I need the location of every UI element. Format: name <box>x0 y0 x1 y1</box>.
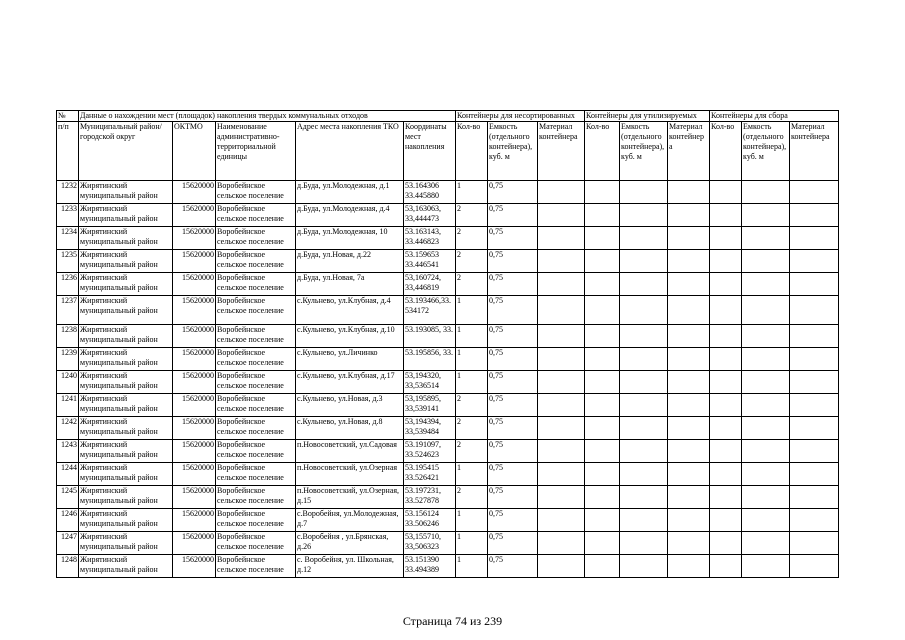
row-capacity: 0,75 <box>488 509 538 532</box>
row-capacity-3 <box>742 227 790 250</box>
header-group-collect: Контейнеры для сбора <box>710 111 839 122</box>
row-district: Жирятинский муниципальный район <box>79 394 173 417</box>
row-count-2 <box>585 394 620 417</box>
row-count: 1 <box>456 509 488 532</box>
row-unit: Воробейнское сельское поселение <box>216 371 296 394</box>
row-material-2 <box>668 296 710 325</box>
row-capacity-2 <box>620 348 668 371</box>
row-material-2 <box>668 509 710 532</box>
row-material-3 <box>790 296 839 325</box>
row-oktmo: 15620000 <box>173 532 216 555</box>
row-address: д.Буда, ул.Новая, 7а <box>296 273 404 296</box>
row-material <box>538 296 585 325</box>
header-count-3: Кол-во <box>710 122 742 181</box>
row-material <box>538 555 585 578</box>
row-number: 1238 <box>57 325 79 348</box>
row-address: с.Воробейня , ул.Брянская, д.26 <box>296 532 404 555</box>
row-unit: Воробейнское сельское поселение <box>216 509 296 532</box>
row-coords: 53,194320, 33,536514 <box>404 371 456 394</box>
table-row <box>57 348 839 371</box>
row-capacity: 0,75 <box>488 394 538 417</box>
row-count-3 <box>710 394 742 417</box>
row-oktmo: 15620000 <box>173 250 216 273</box>
row-count-3 <box>710 181 742 204</box>
table-row <box>57 394 839 417</box>
row-number: 1246 <box>57 509 79 532</box>
row-material-3 <box>790 348 839 371</box>
row-material <box>538 463 585 486</box>
row-capacity-3 <box>742 486 790 509</box>
row-coords: 53.164306 33.445880 <box>404 181 456 204</box>
row-unit: Воробейнское сельское поселение <box>216 273 296 296</box>
row-oktmo: 15620000 <box>173 325 216 348</box>
row-capacity: 0,75 <box>488 325 538 348</box>
table-row <box>57 273 839 296</box>
row-count: 2 <box>456 394 488 417</box>
row-capacity: 0,75 <box>488 532 538 555</box>
row-number: 1245 <box>57 486 79 509</box>
row-material-2 <box>668 555 710 578</box>
row-district: Жирятинский муниципальный район <box>79 509 173 532</box>
row-capacity-2 <box>620 273 668 296</box>
row-count-2 <box>585 348 620 371</box>
row-capacity-3 <box>742 348 790 371</box>
row-district: Жирятинский муниципальный район <box>79 227 173 250</box>
row-count-2 <box>585 227 620 250</box>
row-count: 1 <box>456 463 488 486</box>
row-capacity: 0,75 <box>488 555 538 578</box>
row-address: д.Буда, ул.Новая, д.22 <box>296 250 404 273</box>
row-material-3 <box>790 371 839 394</box>
row-capacity-3 <box>742 181 790 204</box>
row-count-3 <box>710 273 742 296</box>
row-count-3 <box>710 204 742 227</box>
row-coords: 53,163063, 33,444473 <box>404 204 456 227</box>
row-capacity: 0,75 <box>488 371 538 394</box>
row-material-3 <box>790 417 839 440</box>
row-material-2 <box>668 325 710 348</box>
row-district: Жирятинский муниципальный район <box>79 532 173 555</box>
table-row <box>57 440 839 463</box>
row-material-3 <box>790 555 839 578</box>
table-row <box>57 181 839 204</box>
table-row <box>57 463 839 486</box>
row-material <box>538 273 585 296</box>
row-count: 1 <box>456 532 488 555</box>
row-count-3 <box>710 296 742 325</box>
row-capacity-3 <box>742 532 790 555</box>
row-address: п.Новосоветский, ул.Озерная <box>296 463 404 486</box>
row-capacity-3 <box>742 325 790 348</box>
table-row <box>57 509 839 532</box>
row-oktmo: 15620000 <box>173 227 216 250</box>
header-unit: Наименование административно-территориальной единицы <box>216 122 296 181</box>
row-count-2 <box>585 181 620 204</box>
row-address: д.Буда, ул.Молодежная, д.1 <box>296 181 404 204</box>
row-capacity-3 <box>742 509 790 532</box>
row-oktmo: 15620000 <box>173 204 216 227</box>
row-material-2 <box>668 440 710 463</box>
row-count-3 <box>710 463 742 486</box>
row-count-2 <box>585 440 620 463</box>
header-oktmo: ОКТМО <box>173 122 216 181</box>
row-capacity-2 <box>620 181 668 204</box>
row-count-3 <box>710 371 742 394</box>
row-capacity: 0,75 <box>488 417 538 440</box>
row-material <box>538 250 585 273</box>
row-material-3 <box>790 273 839 296</box>
row-capacity-2 <box>620 227 668 250</box>
row-district: Жирятинский муниципальный район <box>79 486 173 509</box>
row-address: с.Кульнево, ул.Личинко <box>296 348 404 371</box>
row-capacity-3 <box>742 371 790 394</box>
row-material-2 <box>668 273 710 296</box>
row-number: 1241 <box>57 394 79 417</box>
row-count: 1 <box>456 371 488 394</box>
row-count-2 <box>585 250 620 273</box>
row-number: 1234 <box>57 227 79 250</box>
row-coords: 53.193466,33. 534172 <box>404 296 456 325</box>
table-row <box>57 555 839 578</box>
row-count-3 <box>710 250 742 273</box>
row-count-3 <box>710 417 742 440</box>
row-material <box>538 227 585 250</box>
row-capacity-2 <box>620 325 668 348</box>
row-address: с.Кульнево, ул.Клубная, д.10 <box>296 325 404 348</box>
row-material <box>538 509 585 532</box>
row-count-2 <box>585 273 620 296</box>
row-material <box>538 204 585 227</box>
row-count: 2 <box>456 227 488 250</box>
row-capacity-2 <box>620 417 668 440</box>
row-district: Жирятинский муниципальный район <box>79 417 173 440</box>
table-row <box>57 532 839 555</box>
row-coords: 53,160724, 33,446819 <box>404 273 456 296</box>
row-coords: 53,195895, 33,539141 <box>404 394 456 417</box>
row-oktmo: 15620000 <box>173 371 216 394</box>
header-group-unsorted: Контейнеры для несортированных <box>456 111 585 122</box>
row-oktmo: 15620000 <box>173 417 216 440</box>
row-unit: Воробейнское сельское поселение <box>216 296 296 325</box>
row-material-3 <box>790 509 839 532</box>
row-material-3 <box>790 463 839 486</box>
row-count-2 <box>585 325 620 348</box>
row-count-2 <box>585 555 620 578</box>
row-unit: Воробейнское сельское поселение <box>216 348 296 371</box>
row-material-2 <box>668 371 710 394</box>
row-capacity-2 <box>620 204 668 227</box>
row-unit: Воробейнское сельское поселение <box>216 486 296 509</box>
page-number: Страница 74 из 239 <box>402 614 503 628</box>
row-district: Жирятинский муниципальный район <box>79 555 173 578</box>
row-count-2 <box>585 204 620 227</box>
row-material-2 <box>668 204 710 227</box>
row-capacity: 0,75 <box>488 463 538 486</box>
row-capacity-3 <box>742 250 790 273</box>
row-capacity-3 <box>742 273 790 296</box>
row-number: 1235 <box>57 250 79 273</box>
row-oktmo: 15620000 <box>173 509 216 532</box>
row-count-3 <box>710 532 742 555</box>
row-material-2 <box>668 463 710 486</box>
row-capacity-3 <box>742 417 790 440</box>
row-address: п.Новосоветский, ул.Садовая <box>296 440 404 463</box>
header-capacity-3: Емкость (отдельного контейнера), куб. м <box>742 122 790 181</box>
row-capacity-3 <box>742 204 790 227</box>
header-material-2: Материал контейнер а <box>668 122 710 181</box>
row-district: Жирятинский муниципальный район <box>79 371 173 394</box>
row-coords: 53.195856, 33. <box>404 348 456 371</box>
row-district: Жирятинский муниципальный район <box>79 348 173 371</box>
row-capacity-2 <box>620 509 668 532</box>
row-material <box>538 181 585 204</box>
row-district: Жирятинский муниципальный район <box>79 204 173 227</box>
header-count: Кол-во <box>456 122 488 181</box>
row-capacity-2 <box>620 486 668 509</box>
row-count-2 <box>585 463 620 486</box>
row-capacity-2 <box>620 394 668 417</box>
row-material-2 <box>668 250 710 273</box>
row-capacity: 0,75 <box>488 181 538 204</box>
table-row <box>57 486 839 509</box>
header-row-columns <box>57 122 839 181</box>
row-oktmo: 15620000 <box>173 296 216 325</box>
row-oktmo: 15620000 <box>173 394 216 417</box>
row-capacity: 0,75 <box>488 250 538 273</box>
row-address: д.Буда, ул.Молодежная, 10 <box>296 227 404 250</box>
row-material-2 <box>668 181 710 204</box>
table-row <box>57 204 839 227</box>
header-district: Муниципальный район/городской округ <box>79 122 173 181</box>
row-number: 1236 <box>57 273 79 296</box>
header-count-2: Кол-во <box>585 122 620 181</box>
row-count: 2 <box>456 273 488 296</box>
row-unit: Воробейнское сельское поселение <box>216 250 296 273</box>
table-row <box>57 371 839 394</box>
row-address: с.Кульнево, ул.Клубная, д.17 <box>296 371 404 394</box>
row-oktmo: 15620000 <box>173 181 216 204</box>
row-count: 2 <box>456 204 488 227</box>
row-number: 1240 <box>57 371 79 394</box>
header-address: Адрес места накопления ТКО <box>296 122 404 181</box>
row-material-2 <box>668 227 710 250</box>
header-material-3: Материал контейнера <box>790 122 839 181</box>
header-capacity: Емкость (отдельного контейнера), куб. м <box>488 122 538 181</box>
row-material <box>538 532 585 555</box>
header-capacity-2: Емкость (отдельного контейнера), куб. м <box>620 122 668 181</box>
row-address: с.Кульнево, ул.Клубная, д.4 <box>296 296 404 325</box>
row-district: Жирятинский муниципальный район <box>79 463 173 486</box>
row-count-2 <box>585 486 620 509</box>
row-count: 2 <box>456 417 488 440</box>
row-material-2 <box>668 486 710 509</box>
row-count-3 <box>710 440 742 463</box>
row-material-2 <box>668 532 710 555</box>
table-row <box>57 227 839 250</box>
row-count: 1 <box>456 348 488 371</box>
row-material-2 <box>668 348 710 371</box>
row-capacity-3 <box>742 463 790 486</box>
row-material-3 <box>790 227 839 250</box>
row-material-3 <box>790 440 839 463</box>
row-coords: 53.159653 33.446541 <box>404 250 456 273</box>
row-material <box>538 486 585 509</box>
row-unit: Воробейнское сельское поселение <box>216 227 296 250</box>
row-count: 1 <box>456 296 488 325</box>
row-capacity: 0,75 <box>488 486 538 509</box>
row-capacity: 0,75 <box>488 273 538 296</box>
row-count-3 <box>710 486 742 509</box>
row-address: п.Новосоветский, ул.Озерная, д.15 <box>296 486 404 509</box>
row-count: 1 <box>456 181 488 204</box>
row-address: с. Воробейня, ул. Школьная, д.12 <box>296 555 404 578</box>
header-row-groups <box>57 111 839 122</box>
row-coords: 53.197231, 33.527878 <box>404 486 456 509</box>
row-address: с.Воробейня, ул.Молодежная, д.7 <box>296 509 404 532</box>
row-coords: 53.195415 33.526421 <box>404 463 456 486</box>
table-row <box>57 296 839 325</box>
row-oktmo: 15620000 <box>173 440 216 463</box>
row-district: Жирятинский муниципальный район <box>79 325 173 348</box>
row-count-2 <box>585 509 620 532</box>
row-unit: Воробейнское сельское поселение <box>216 417 296 440</box>
row-address: с.Кульнево, ул.Новая, д.8 <box>296 417 404 440</box>
row-material-2 <box>668 417 710 440</box>
row-coords: 53,155710, 33,506323 <box>404 532 456 555</box>
row-capacity: 0,75 <box>488 227 538 250</box>
header-group-main: Данные о нахождении мест (площадок) накопления твердых коммунальных отходов <box>79 111 456 122</box>
row-capacity: 0,75 <box>488 296 538 325</box>
row-number: 1248 <box>57 555 79 578</box>
row-number: 1247 <box>57 532 79 555</box>
row-count-2 <box>585 296 620 325</box>
row-count-2 <box>585 532 620 555</box>
row-material-3 <box>790 250 839 273</box>
row-address: с.Кульнево, ул.Новая, д.3 <box>296 394 404 417</box>
table-row <box>57 325 839 348</box>
row-capacity: 0,75 <box>488 440 538 463</box>
row-capacity-2 <box>620 250 668 273</box>
row-oktmo: 15620000 <box>173 463 216 486</box>
row-material-3 <box>790 204 839 227</box>
row-material <box>538 394 585 417</box>
row-material-2 <box>668 394 710 417</box>
row-coords: 53.156124 33.506246 <box>404 509 456 532</box>
row-count: 1 <box>456 555 488 578</box>
row-number: 1239 <box>57 348 79 371</box>
row-capacity-3 <box>742 394 790 417</box>
header-no: № <box>57 111 79 122</box>
row-count-3 <box>710 555 742 578</box>
row-material-3 <box>790 394 839 417</box>
row-district: Жирятинский муниципальный район <box>79 181 173 204</box>
row-coords: 53.191097, 33.524623 <box>404 440 456 463</box>
row-count-3 <box>710 348 742 371</box>
row-material-3 <box>790 486 839 509</box>
row-count-3 <box>710 227 742 250</box>
row-material-3 <box>790 532 839 555</box>
row-count: 1 <box>456 325 488 348</box>
row-number: 1237 <box>57 296 79 325</box>
row-number: 1233 <box>57 204 79 227</box>
row-count-2 <box>585 417 620 440</box>
row-unit: Воробейнское сельское поселение <box>216 532 296 555</box>
row-unit: Воробейнское сельское поселение <box>216 440 296 463</box>
row-unit: Воробейнское сельское поселение <box>216 394 296 417</box>
row-oktmo: 15620000 <box>173 486 216 509</box>
row-capacity: 0,75 <box>488 204 538 227</box>
row-oktmo: 15620000 <box>173 348 216 371</box>
row-material <box>538 325 585 348</box>
row-count: 2 <box>456 440 488 463</box>
row-material-3 <box>790 325 839 348</box>
row-unit: Воробейнское сельское поселение <box>216 555 296 578</box>
row-district: Жирятинский муниципальный район <box>79 250 173 273</box>
header-group-recycle: Контейнеры для утилизируемых <box>585 111 710 122</box>
row-coords: 53.193085, 33. <box>404 325 456 348</box>
row-district: Жирятинский муниципальный район <box>79 296 173 325</box>
row-count-3 <box>710 325 742 348</box>
row-number: 1232 <box>57 181 79 204</box>
row-material <box>538 371 585 394</box>
row-capacity-2 <box>620 440 668 463</box>
row-oktmo: 15620000 <box>173 273 216 296</box>
header-pp: п/п <box>57 122 79 181</box>
row-coords: 53.163143, 33.446823 <box>404 227 456 250</box>
row-number: 1244 <box>57 463 79 486</box>
row-district: Жирятинский муниципальный район <box>79 440 173 463</box>
row-unit: Воробейнское сельское поселение <box>216 325 296 348</box>
row-material <box>538 348 585 371</box>
row-number: 1242 <box>57 417 79 440</box>
row-capacity: 0,75 <box>488 348 538 371</box>
header-coords: Координаты мест накопления <box>404 122 456 181</box>
row-count-2 <box>585 371 620 394</box>
row-material <box>538 440 585 463</box>
row-unit: Воробейнское сельское поселение <box>216 463 296 486</box>
row-count: 2 <box>456 250 488 273</box>
table-row <box>57 250 839 273</box>
row-capacity-2 <box>620 532 668 555</box>
row-capacity-2 <box>620 555 668 578</box>
row-capacity-3 <box>742 440 790 463</box>
row-number: 1243 <box>57 440 79 463</box>
row-material-3 <box>790 181 839 204</box>
row-coords: 53,194394, 33,539484 <box>404 417 456 440</box>
row-unit: Воробейнское сельское поселение <box>216 181 296 204</box>
row-capacity-3 <box>742 555 790 578</box>
row-capacity-2 <box>620 371 668 394</box>
row-count: 2 <box>456 486 488 509</box>
row-coords: 53.151390 33.494389 <box>404 555 456 578</box>
row-capacity-2 <box>620 463 668 486</box>
row-unit: Воробейнское сельское поселение <box>216 204 296 227</box>
row-address: д.Буда, ул.Молодежная, д.4 <box>296 204 404 227</box>
table-row <box>57 417 839 440</box>
row-district: Жирятинский муниципальный район <box>79 273 173 296</box>
row-oktmo: 15620000 <box>173 555 216 578</box>
row-capacity-2 <box>620 296 668 325</box>
row-material <box>538 417 585 440</box>
header-material: Материал контейнера <box>538 122 585 181</box>
row-capacity-3 <box>742 296 790 325</box>
row-count-3 <box>710 509 742 532</box>
waste-sites-table <box>56 110 839 578</box>
